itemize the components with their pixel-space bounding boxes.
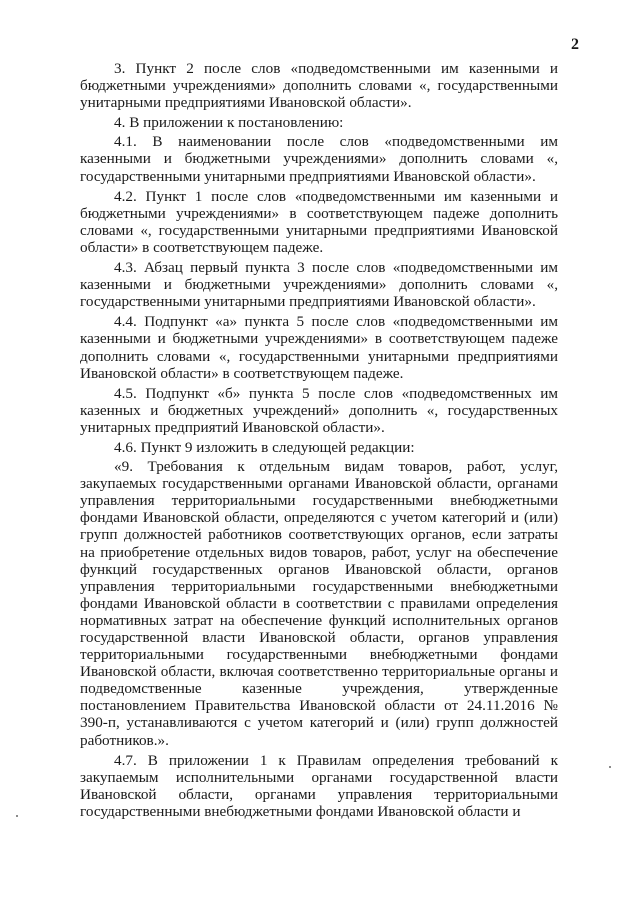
paragraph-4-6-quote: «9. Требования к отдельным видам товаров, работ, услуг, закупаемых государственными органами Ивановской области, органами управления территориальными государственными внебюджетными фондами Ивановской области, определяются с учетом категорий и (или) групп должностей работников соответствующих органов, если затраты на приобретение отдельных видов товаров, работ, услуг на обеспечение функций государственных органов Ивановской области, органов управления территориальными государственными внебюджетными фондами Ивановской области в соответствии с правилами определения нормативных затрат на обеспечение функций исполнительных органов государственной власти Ивановской области, органов управления территориальными государственными внебюджетными фондами Ивановской области, включая соответственно территориальные органы и подведомственные казенные учреждения, утвержденные постановлением Правительства Ивановской области от 24.11.2016 № 390-п, устанавливаются с учетом категорий и (или) групп должностей работников.».	[80, 458, 558, 749]
paragraph-4-5: 4.5. Подпункт «б» пункта 5 после слов «подведомственных им казенных и бюджетных учреждений» дополнить «, государственных унитарных предприятий Ивановской области».	[80, 384, 558, 436]
paragraph-4-2: 4.2. Пункт 1 после слов «подведомственными им казенными и бюджетными учреждениями» в соответствующем падеже дополнить словами «, государственными унитарными предприятиями Ивановской области» в соответствующем падеже.	[80, 187, 558, 256]
paragraph-3: 3. Пункт 2 после слов «подведомственными им казенными и бюджетными учреждениями» дополнить словами «, государственными унитарными предприятиями Ивановской области».	[80, 60, 558, 112]
scan-speck	[16, 815, 18, 817]
paragraph-4: 4. В приложении к постановлению:	[114, 114, 344, 132]
document-body	[80, 60, 558, 823]
paragraph-4-1: 4.1. В наименовании после слов «подведомственными им казенными и бюджетными учреждениями» дополнить словами «, государственными унитарными предприятиями Ивановской области».	[80, 133, 558, 185]
scan-speck	[609, 766, 611, 768]
paragraph-4-3: 4.3. Абзац первый пункта 3 после слов «подведомственными им казенными и бюджетными учреждениями» дополнить словами «, государственными унитарными предприятиями Ивановской области».	[80, 259, 558, 311]
page-number: 2	[571, 36, 579, 53]
paragraph-4-7: 4.7. В приложении 1 к Правилам определения требований к закупаемым исполнительными органами государственной власти Ивановской области, органами управления территориальными государственными внебюджетными фондами Ивановской области и	[80, 751, 558, 820]
paragraph-4-6: 4.6. Пункт 9 изложить в следующей редакции:	[114, 438, 415, 456]
paragraph-4-4: 4.4. Подпункт «а» пункта 5 после слов «подведомственными им казенными и бюджетными учреждениями» в соответствующем падеже дополнить словами «, государственными унитарными предприятиями Ивановской области» в соответствующем падеже.	[80, 313, 558, 382]
